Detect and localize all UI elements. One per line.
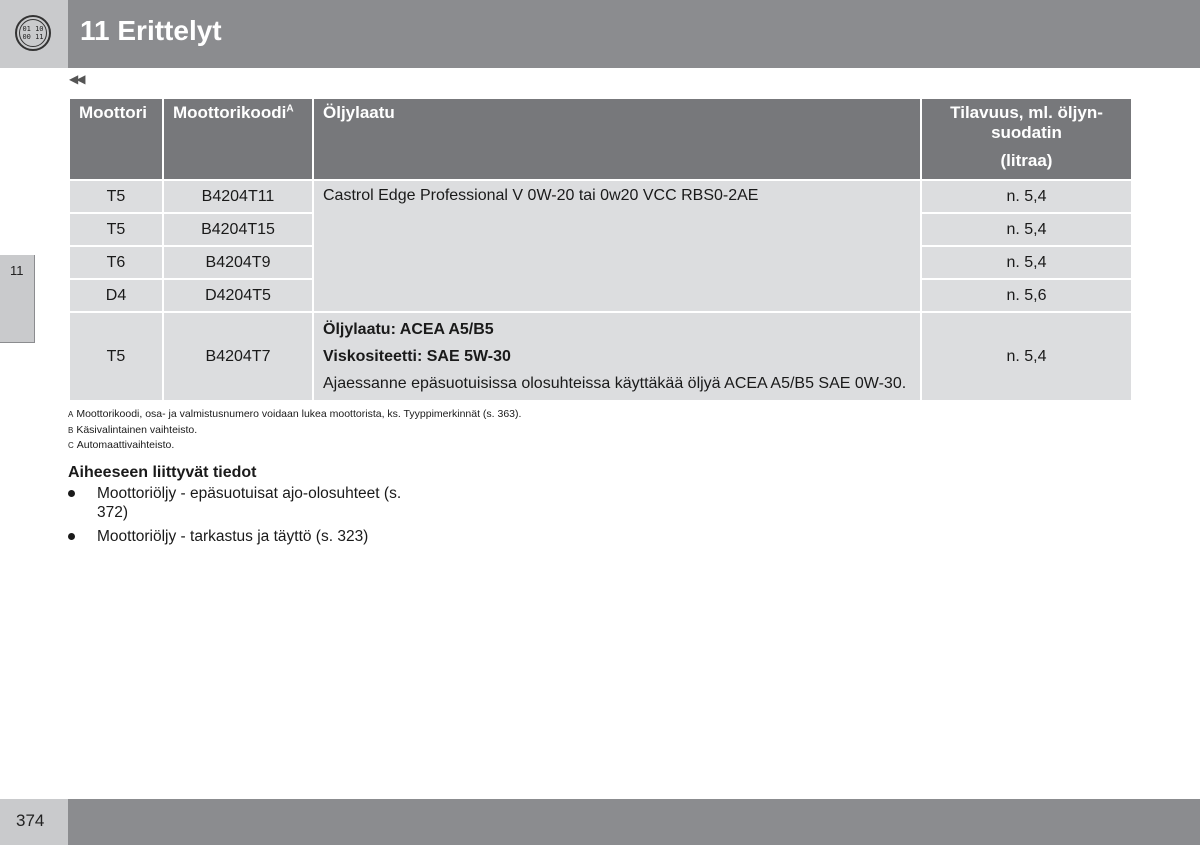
footnote-mark: A	[68, 410, 74, 419]
header-oil	[314, 99, 920, 179]
footnote-text: Moottorikoodi, osa- ja valmistusnumero voidaan lukea moottorista, ks. Tyyppimerkinnät (s. 363).	[76, 408, 522, 420]
cell-engine: T5	[70, 313, 162, 400]
engine-oil-table	[68, 97, 1133, 402]
chapter-badge-inner	[19, 19, 47, 47]
cell-oil-notes	[314, 313, 920, 400]
cell-engine: T5	[70, 214, 162, 245]
cell-code: D4204T5	[164, 280, 312, 311]
table-header-row	[70, 99, 1131, 179]
header-engine-text: Moottori	[79, 103, 147, 122]
chapter-side-tab[interactable]	[0, 255, 35, 343]
bullet-icon	[68, 533, 75, 540]
footnote	[68, 407, 521, 423]
cell-code: B4204T9	[164, 247, 312, 278]
chapter-title: 11 Erittelyt	[80, 15, 222, 46]
cell-engine: T6	[70, 247, 162, 278]
cell-code: B4204T7	[164, 313, 312, 400]
header-code-footnote-mark: A	[286, 103, 294, 115]
back-navigation-icon[interactable]: ◀◀	[69, 72, 84, 86]
related-info-title: Aiheeseen liittyvät tiedot	[68, 464, 257, 481]
footnote-mark: C	[68, 441, 74, 450]
cell-volume: n. 5,6	[922, 280, 1131, 311]
header-oil-text: Öljylaatu	[323, 103, 395, 122]
side-tab-label: 11	[10, 263, 24, 278]
oil-condition-note: Ajaessanne epäsuotuisissa olosuhteissa käyttäkää öljyä ACEA A5/B5 SAE 0W-30.	[323, 375, 907, 392]
related-link-text[interactable]: Moottoriöljy - tarkastus ja täyttö (s. 323)	[97, 528, 369, 545]
header-bar	[68, 0, 1200, 68]
related-link-item[interactable]	[68, 484, 428, 522]
header-volume-unit: (litraa)	[1000, 151, 1053, 170]
footer-bar	[68, 799, 1200, 845]
cell-engine: T5	[70, 181, 162, 212]
cell-volume: n. 5,4	[922, 247, 1131, 278]
header-engine	[70, 99, 162, 179]
footnote	[68, 438, 521, 454]
related-link-item[interactable]	[68, 527, 428, 546]
header-left-block	[0, 0, 68, 68]
badge-top-text: 01 10	[22, 25, 44, 33]
cell-volume: n. 5,4	[922, 214, 1131, 245]
cell-volume: n. 5,4	[922, 313, 1131, 400]
viscosity-text: Viskositeetti: SAE 5W-30	[323, 348, 511, 365]
footnote-mark: B	[68, 425, 74, 435]
table-row	[70, 181, 1131, 212]
header-code-text: Moottorikoodi	[173, 103, 287, 122]
related-links-list	[68, 484, 428, 551]
footnote-text: Käsivalintainen vaihteisto.	[76, 423, 198, 436]
header-code	[164, 99, 312, 179]
badge-bottom-text: 00 11	[22, 33, 44, 41]
header-volume	[922, 99, 1131, 179]
chapter-badge-icon	[15, 15, 51, 51]
oil-grade-text: Öljylaatu: ACEA A5/B5	[323, 321, 494, 338]
bullet-icon	[68, 490, 75, 497]
cell-code: B4204T15	[164, 214, 312, 245]
table-row	[70, 313, 1131, 400]
cell-volume: n. 5,4	[922, 181, 1131, 212]
cell-engine: D4	[70, 280, 162, 311]
related-link-text[interactable]: Moottoriöljy - epäsuotuisat ajo-olosuhteet (s. 372)	[97, 485, 402, 521]
footnote-text: Automaattivaihteisto.	[76, 439, 175, 451]
table-footnotes	[68, 407, 521, 454]
header-volume-text: Tilavuus, ml. öljyn-suodatin	[950, 103, 1103, 142]
footnote	[68, 423, 521, 439]
cell-code: B4204T11	[164, 181, 312, 212]
cell-shared-oil: Castrol Edge Professional V 0W-20 tai 0w20 VCC RBS0-2AE	[314, 181, 920, 311]
page-number: 374	[16, 811, 45, 830]
